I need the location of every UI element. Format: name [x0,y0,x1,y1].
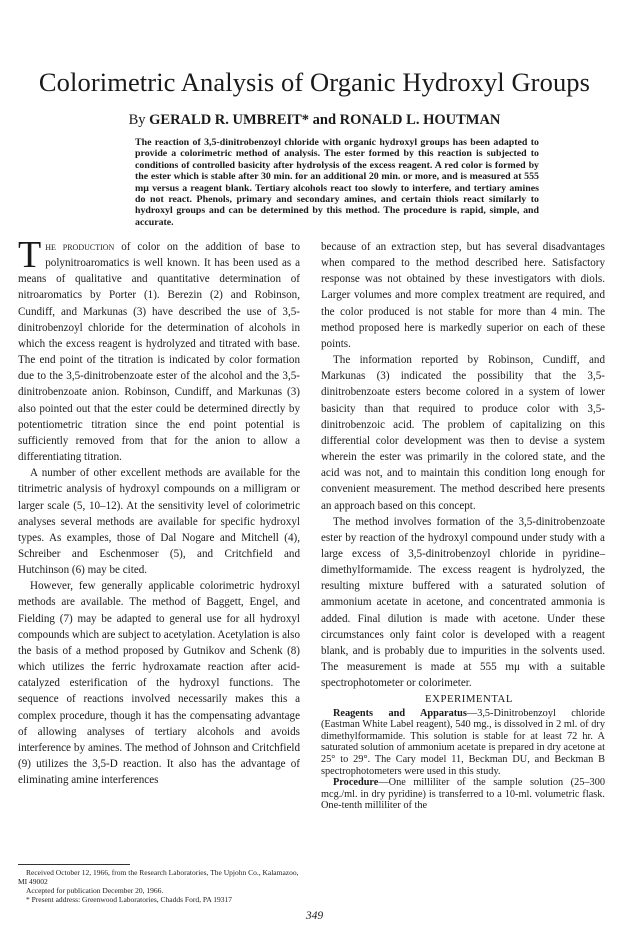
paragraph-intro [18,234,300,465]
article-title: Colorimetric Analysis of Organic Hydroxyl Groups [38,67,591,97]
procedure-text: —One milliliter of the sample solution (25–300 mcg./ml. in dry pyridine) is transferred to a 10-ml. volumetric flask. One-tenth milliliter of the [321,777,605,812]
footnote-accepted: Accepted for publication December 20, 1966. [26,886,164,895]
author-by: By [128,112,146,128]
author-line [0,111,629,129]
abstract: The reaction of 3,5-dinitrobenzoyl chloride with organic hydroxyl groups has been adapted to provide a colorimetric method of analysis. The ester formed by this reaction is subjected to conditions of controlled basicity after hydrolysis of the excess reagent. A red color is formed by the ester which is stable after 30 min. for an additional 20 min. or more, and is measured at 555 mμ versus a reagent blank. Tertiary alcohols react too slowly to interfere, and tertiary amines do not react. Phenols, primary and secondary amines, and certain thiols react similarly to hydroxyl groups and can be determined by this method. The procedure is rapid, simple, and accurate. [135,137,539,228]
footnote-present-address: * Present address: Greenwood Laboratories, Chadds Ford, PA 19317 [26,895,232,904]
paragraph: The information reported by Robinson, Cundiff, and Markunas (3) indicated the possibility that the 3,5-dinitrobenzoate esters become colored in a system of lower basicity than that required to produce color with 3,5-dinitrobenzoic acid. The problem of capitalizing on this differential color development was then to devise a system wherein the ester was primarily in the colored state, and the acid was not, and to maintain this condition long enough for convenient measurement. The method described here presents an approach based on this concept. [321,354,605,512]
intro-smallcaps: he production [45,241,115,253]
left-column [18,234,300,788]
paragraph: The method involves formation of the 3,5-dinitrobenzoate ester by reaction of the hydroxyl compound under study with a large excess of 3,5-dinitrobenzoyl chloride in pyridine–dimethylformamide. The excess reagent is hydrolyzed, the resulting mixture buffered with a saturated solution of ammonium acetate in acetone, and concentrated ammonia is added. Final dilution is made with acetone. Under these circumstances only faint color is developed with a reagent blank, and is probably due to impurities in the solvents used. The measurement is made at 555 mμ with a suitable spectrophotometer or colorimeter. [321,515,605,690]
author-names: GERALD R. UMBREIT* and RONALD L. HOUTMAN [149,112,501,128]
section-heading: EXPERIMENTAL [425,693,513,706]
reagents-paragraph [321,708,605,778]
procedure-label: Procedure [333,777,379,789]
footnotes [18,868,300,904]
footnote-rule [18,864,130,865]
intro-text: of color on the addition of base to polynitroaromatics is well known. It has been used as a means of qualitative and quantitative determination of nitroaromatics by Porter (1). Berezin (2) and Robinson, Cundiff, and Markunas (3) have described the use of 3,5-dinitrobenzoyl chloride for the determination of alcohols in which the excess reagent is hydrolyzed and titrated with base. The end point of the titration is indicated by color formation due to the 3,5-dinitrobenzoate ester of the alcohol and the 3,5-dinitrobenzoate anion. Robinson, Cundiff, and Markunas (3) also pointed out that the ester could be determined directly by potentiometric titration since the end point potential is sufficiently removed from that for the anion to allow a differentiating titration. [18,241,300,464]
reagents-label: Reagents and Apparatus [333,707,467,719]
drop-cap: T [18,234,42,276]
right-column [321,239,605,812]
paragraph: A number of other excellent methods are available for the titrimetric analysis of hydroxyl compounds on a milligram or larger scale (5, 10–12). At the sensitivity level of colorimetric analyses several methods are available for specific hydroxyl types. As examples, those of Dal Nogare and Mitchell (4), Schreiber and Eschenmoser (5), and Critchfield and Hutchinson (6) may be cited. [18,467,300,577]
experimental-section [321,708,605,812]
paragraph: because of an extraction step, but has several disadvantages when compared to the method described here. Satisfactory response was not obtained by these investigators with diols. Larger volumes and more complex treatment are required, and the color produced is not stable for more than 4 min. The method proposed here is markedly superior on each of these points. [321,241,605,350]
page-number: 349 [305,910,324,922]
footnote-received: Received October 12, 1966, from the Research Laboratories, The Upjohn Co., Kalamazoo, MI 49002 [18,868,299,886]
paragraph: However, few generally applicable colorimetric hydroxyl methods are available. The method of Baggett, Engel, and Fielding (7) may be adapted to general use for all hydroxyl compounds which are subject to acetylation. Acetylation is also the basis of a method proposed by Gutnikov and Schenk (8) which utilizes the ferric hydroxamate reaction after acid-catalyzed esterification of the hydroxyl functions. The sequence of reactions involved necessarily makes this a complex procedure, though it has the compensating advantage of allowing analyses of tertiary alcohols and avoids interference by amines. The method of Johnson and Critchfield (9) utilizes the 3,5-D reaction. It also has the advantage of eliminating amine interferences [18,580,300,787]
reagents-text: —3,5-Dinitrobenzoyl chloride (Eastman White Label reagent), 540 mg., is dissolved in 2 ml. of dry dimethylformamide. This solution is stable for at least 72 hr. A saturated solution of ammonium acetate is prepared in dry acetone at 25° to 29°. The Cary model 11, Beckman DU, and Beckman B spectrophotometers were used in this study. [321,707,606,777]
procedure-paragraph [321,777,605,812]
